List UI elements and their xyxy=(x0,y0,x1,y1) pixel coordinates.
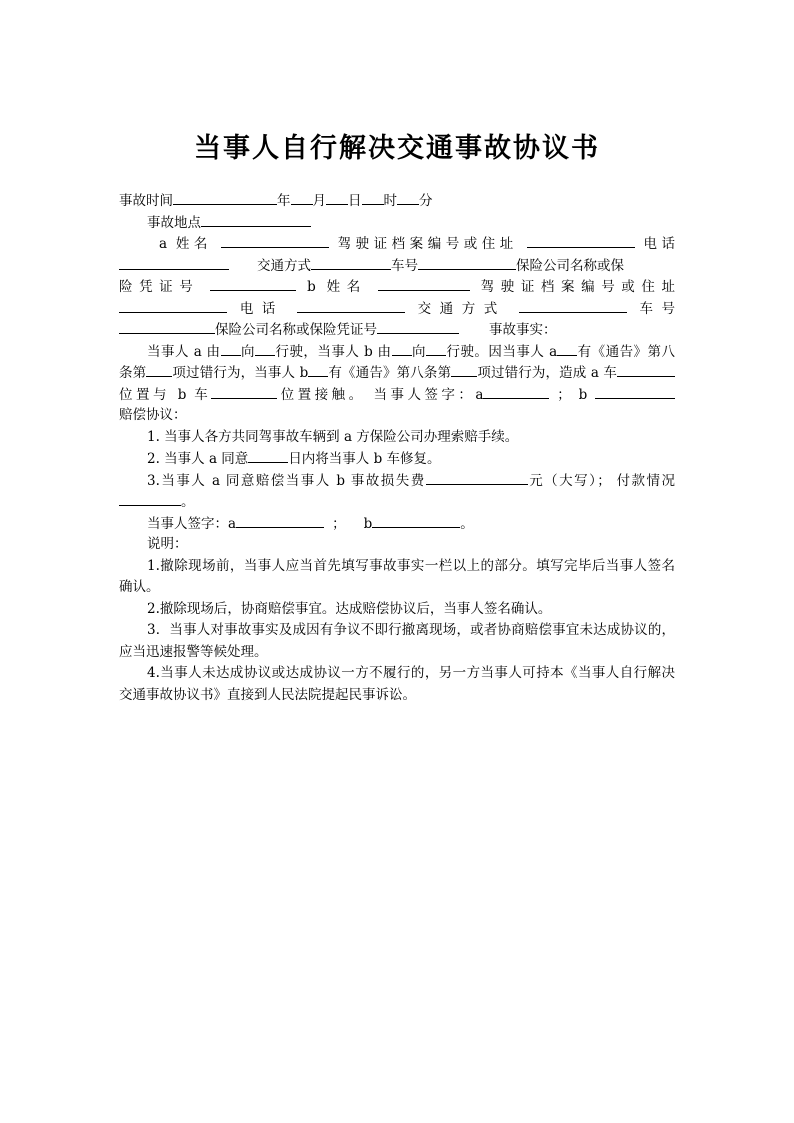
blank-field[interactable] xyxy=(397,190,419,205)
blank-field[interactable] xyxy=(426,470,528,485)
label: 项过错行为，造成 a 车 xyxy=(477,365,617,381)
label: 险凭证号 xyxy=(119,279,200,295)
blank-field[interactable] xyxy=(221,341,241,356)
document-title: 当事人自行解决交通事故协议书 xyxy=(194,133,600,164)
label: 位置接触。 xyxy=(277,386,366,403)
note-3-line-2: 应当迅速报警等候处理。 xyxy=(119,643,268,660)
label: 驾驶证档案编号或住址 xyxy=(480,279,675,295)
label: 日内将当事人 b 车修复。 xyxy=(288,451,441,467)
note-1-line-1: 1.撤除现场前，当事人应当首先填写事故事实一栏以上的部分。填写完毕后当事人签名 xyxy=(147,557,675,574)
label: 车号 xyxy=(391,257,418,274)
agreement-body xyxy=(119,190,675,706)
blank-field[interactable] xyxy=(119,491,181,506)
label: 有《通告》第八条第 xyxy=(328,365,452,381)
label: 位置与 b 车 xyxy=(119,386,212,403)
label: 3.当事人 a 同意赔偿当事人 b 事故损失费 xyxy=(147,472,426,489)
blank-field[interactable] xyxy=(519,298,627,313)
notes-heading: 说明： xyxy=(147,536,188,552)
payment-blank-line xyxy=(119,491,675,513)
blank-field[interactable] xyxy=(146,362,172,377)
facts-line-3 xyxy=(119,384,675,406)
signature-line xyxy=(119,513,675,535)
label: 当事人签字：a xyxy=(147,515,237,532)
note-3-line-1: 3．当事人对事故事实及成因有争议不即行撤离现场，或者协商赔偿事宜未达成协议的， xyxy=(147,622,675,638)
blank-field[interactable] xyxy=(255,341,275,356)
blank-field[interactable] xyxy=(595,384,675,399)
label: 项过错行为，当事人 b xyxy=(172,365,309,381)
blank-field[interactable] xyxy=(291,190,313,205)
label: 元（大写）； xyxy=(527,472,611,489)
blank-field[interactable] xyxy=(119,298,227,313)
blank-field[interactable] xyxy=(426,341,446,356)
label: 有《通告》第八 xyxy=(577,343,676,360)
label: 电话 xyxy=(643,236,676,252)
label: 年 xyxy=(277,193,291,209)
facts-line-1 xyxy=(119,341,675,363)
label: 电话 xyxy=(239,300,284,317)
blank-field[interactable] xyxy=(372,513,460,528)
blank-field[interactable] xyxy=(297,298,405,313)
note-1-line-2: 确认。 xyxy=(119,579,160,595)
label: a 姓名 xyxy=(159,236,212,252)
label: 。 xyxy=(460,515,474,532)
note-4-line-2: 交通事故协议书》直接到人民法院提起民事诉讼。 xyxy=(119,686,416,703)
label: 事故时间 xyxy=(119,193,173,209)
compensation-heading: 赔偿协议： xyxy=(119,407,187,423)
blank-field[interactable] xyxy=(378,276,470,291)
label: 事故事实： xyxy=(489,322,557,338)
blank-field[interactable] xyxy=(236,513,324,528)
blank-field[interactable] xyxy=(308,362,328,377)
blank-field[interactable] xyxy=(173,190,277,205)
compensation-item-2 xyxy=(119,448,675,470)
blank-field[interactable] xyxy=(119,255,229,270)
label: ； xyxy=(557,386,571,403)
blank-field[interactable] xyxy=(617,362,675,377)
label: 保险公司名称或保险凭证号 xyxy=(215,322,377,338)
label: 条第 xyxy=(119,365,147,381)
blank-field[interactable] xyxy=(377,319,459,334)
label: b 姓名 xyxy=(307,279,367,295)
label: 车号 xyxy=(639,300,676,317)
label: 向 xyxy=(411,343,426,360)
blank-field[interactable] xyxy=(311,255,391,270)
label: 保险公司名称或保 xyxy=(516,257,624,274)
blank-field[interactable] xyxy=(210,276,296,291)
blank-field[interactable] xyxy=(221,233,329,248)
blank-field[interactable] xyxy=(392,341,412,356)
label: 。 xyxy=(181,494,195,510)
label: 驾驶证档案编号或住址 xyxy=(337,236,518,252)
blank-field[interactable] xyxy=(527,233,635,248)
label: 事故地点 xyxy=(147,214,201,231)
label: b xyxy=(363,515,373,532)
facts-line-2 xyxy=(119,362,675,384)
blank-field[interactable] xyxy=(483,384,549,399)
label: b xyxy=(578,386,588,403)
accident-time-line xyxy=(119,190,675,212)
party-b-vehicle-line xyxy=(119,298,675,320)
accident-location-line xyxy=(119,212,675,234)
party-a-line xyxy=(119,233,675,255)
blank-field[interactable] xyxy=(557,341,577,356)
blank-field[interactable] xyxy=(362,190,384,205)
party-a-vehicle-line xyxy=(119,255,675,277)
label: 交通方式 xyxy=(417,300,506,317)
label: 付款情况 xyxy=(616,472,675,489)
blank-field[interactable] xyxy=(418,255,516,270)
label: 向 xyxy=(240,343,255,360)
compensation-item-1: 1. 当事人各方共同驾事故车辆到 a 方保险公司办理索赔手续。 xyxy=(147,428,519,445)
blank-field[interactable] xyxy=(211,384,277,399)
label: 行驶，当事人 b 由 xyxy=(274,343,392,360)
label: ； xyxy=(332,515,346,532)
label: 当事人 a 由 xyxy=(147,343,221,360)
label: 当事人签字：a xyxy=(373,386,484,403)
insurance-line xyxy=(119,319,675,341)
blank-field[interactable] xyxy=(248,448,288,463)
blank-field[interactable] xyxy=(201,212,311,227)
label: 2. 当事人 a 同意 xyxy=(147,451,249,467)
note-4-line-1: 4.当事人未达成协议或达成协议一方不履行的，另一方当事人可持本《当事人自行解决 xyxy=(147,665,675,681)
blank-field[interactable] xyxy=(451,362,477,377)
blank-field[interactable] xyxy=(119,319,215,334)
label: 日 xyxy=(348,193,362,209)
compensation-item-3 xyxy=(119,470,675,492)
label: 行驶。因当事人 a xyxy=(445,343,558,360)
label: 月 xyxy=(312,193,326,209)
label: 时 xyxy=(383,193,397,209)
note-2: 2.撤除现场后，协商赔偿事宜。达成赔偿协议后，当事人签名确认。 xyxy=(147,600,552,617)
label: 分 xyxy=(419,193,433,209)
label: 交通方式 xyxy=(257,257,311,274)
blank-field[interactable] xyxy=(326,190,348,205)
party-b-line xyxy=(119,276,675,298)
